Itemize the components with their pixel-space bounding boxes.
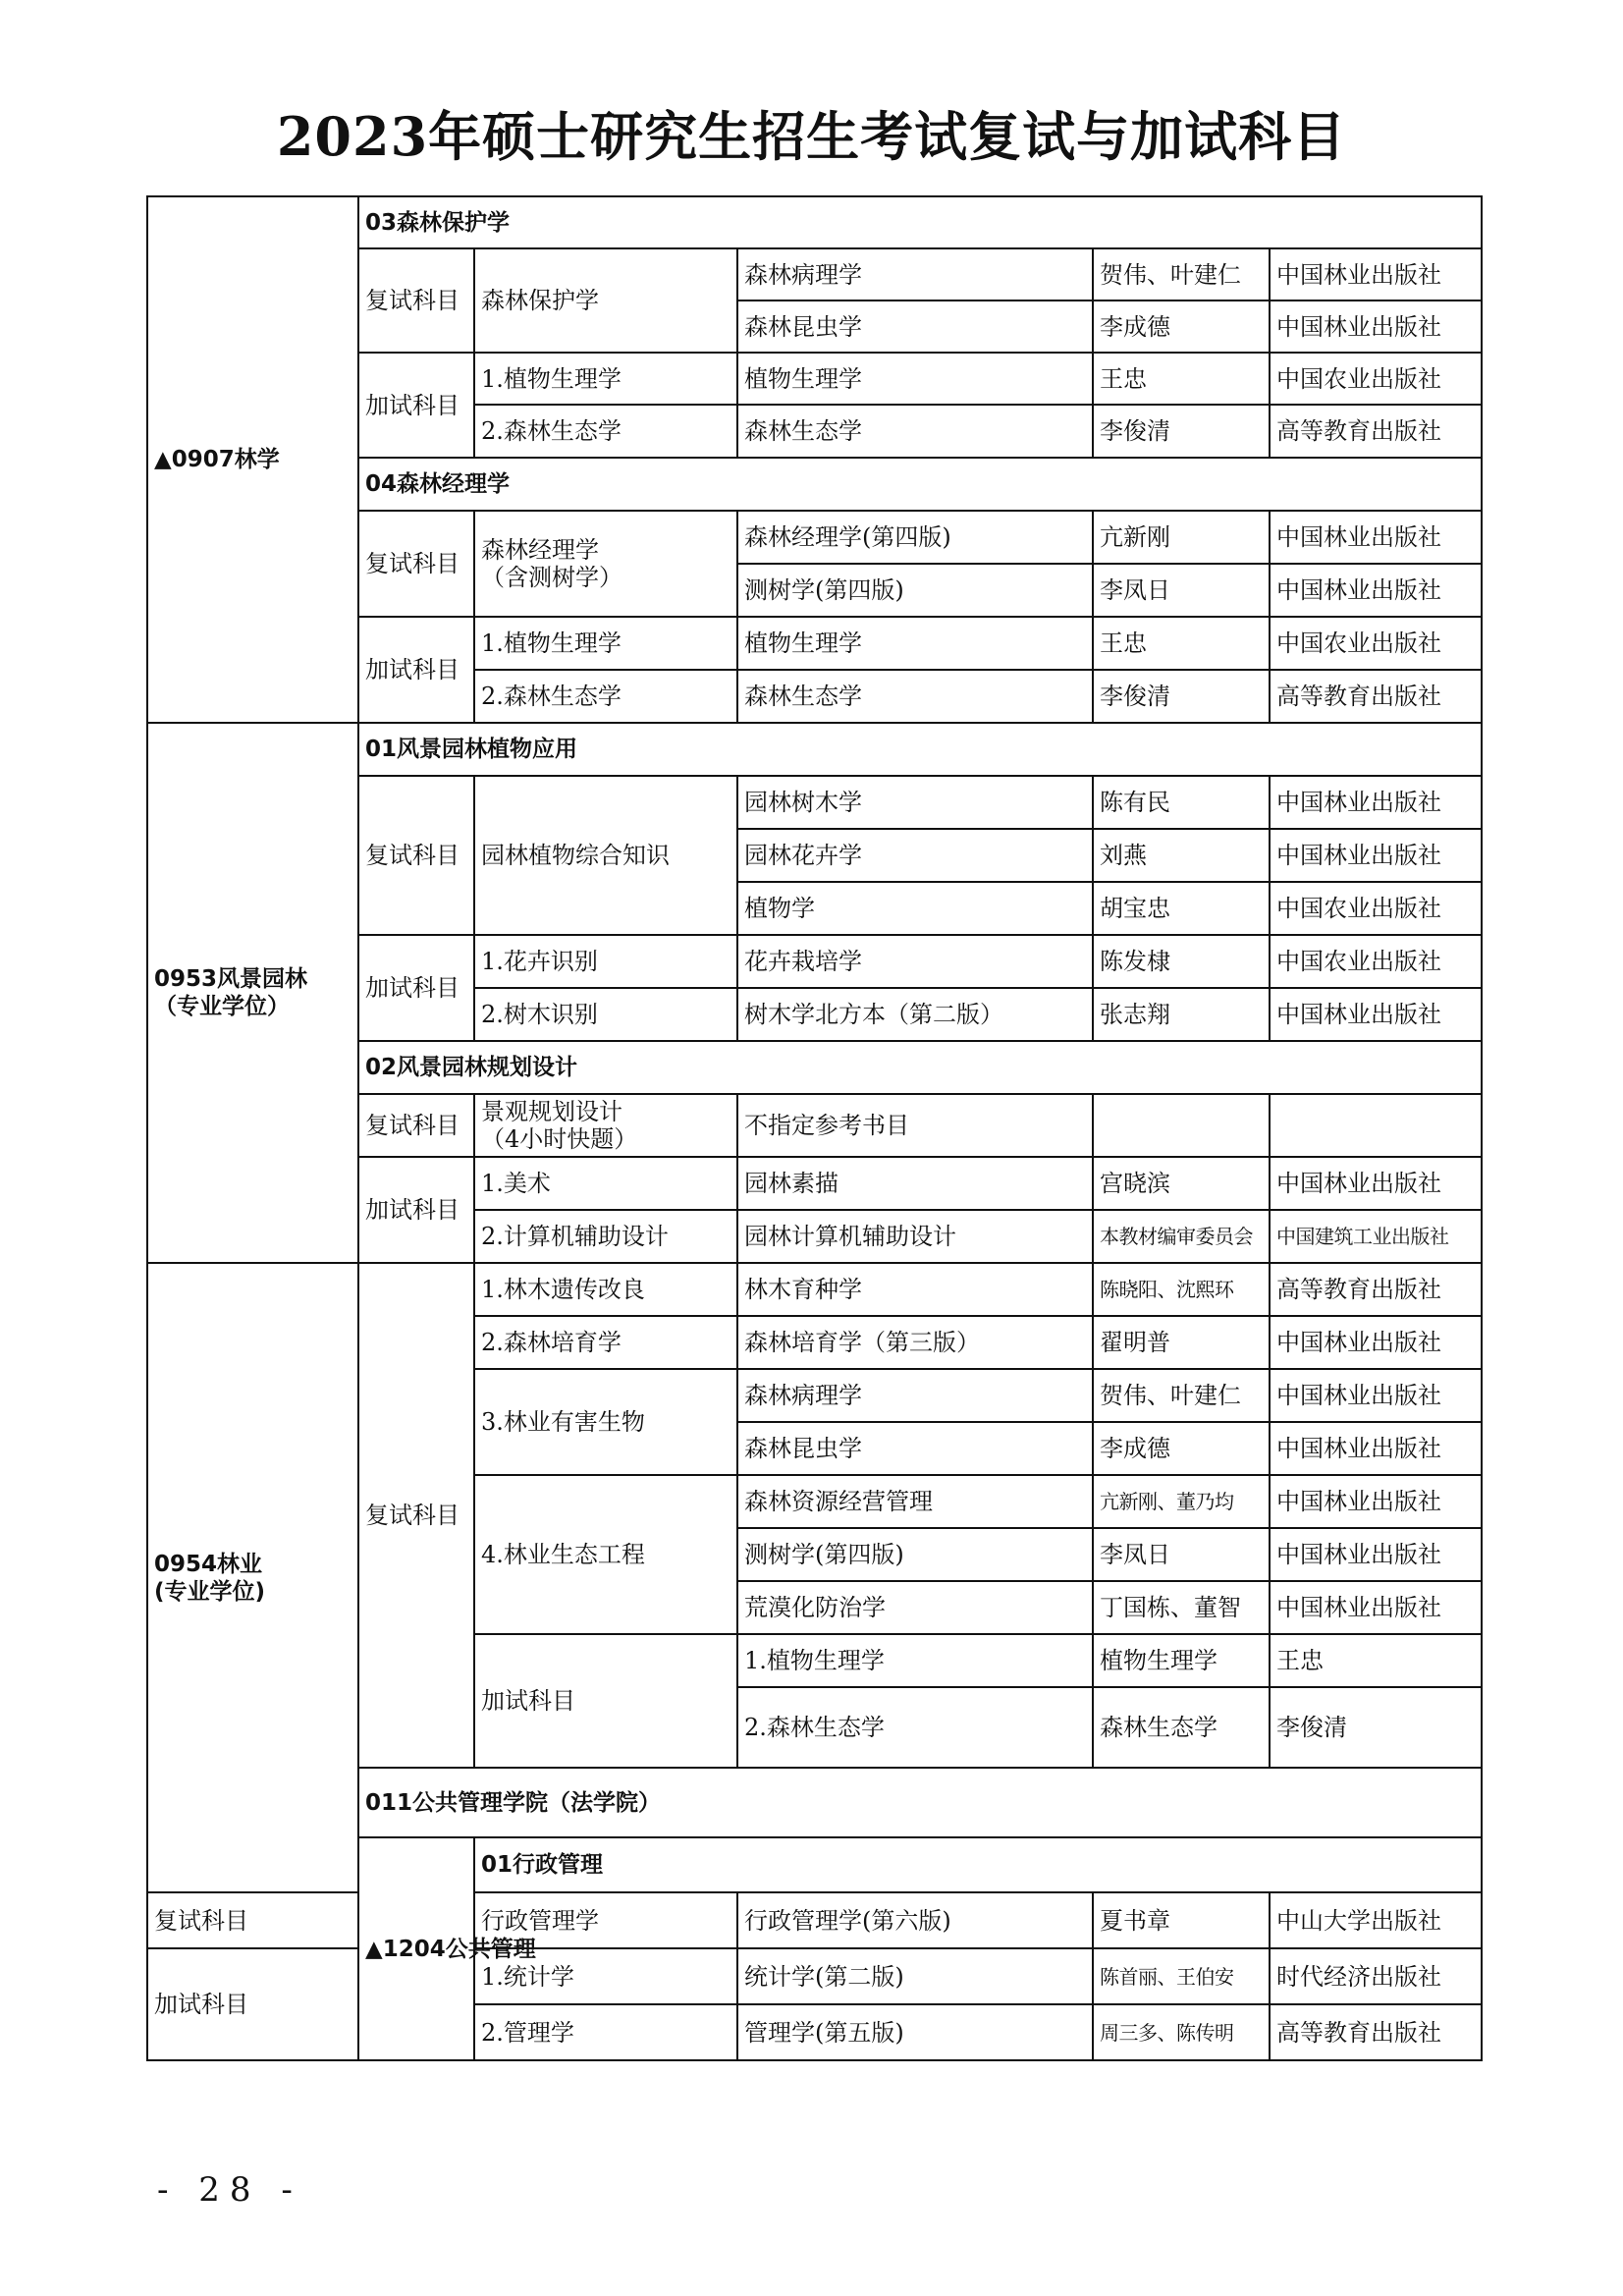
direction-title: 04森林经理学 xyxy=(358,458,1482,511)
book-author: 王忠 xyxy=(1093,617,1270,670)
page-title: 2023年硕士研究生招生考试复试与加试科目 xyxy=(276,105,1347,168)
book-publisher: 中国农业出版社 xyxy=(1270,882,1482,935)
retest-subject xyxy=(474,511,737,617)
book-publisher: 中国林业出版社 xyxy=(1270,988,1482,1041)
book-publisher xyxy=(1270,1094,1482,1157)
book-title: 行政管理学(第六版) xyxy=(737,1892,1093,1948)
book-author: 贺伟、叶建仁 xyxy=(1093,248,1270,301)
book-publisher: 高等教育出版社 xyxy=(1270,1263,1482,1316)
book-title: 园林素描 xyxy=(737,1157,1093,1210)
book-title: 森林生态学 xyxy=(737,405,1093,458)
book-author: 胡宝忠 xyxy=(1093,882,1270,935)
book-author: 宫晓滨 xyxy=(1093,1157,1270,1210)
book-author: 张志翔 xyxy=(1093,988,1270,1041)
book-title: 园林计算机辅助设计 xyxy=(737,1210,1093,1263)
extra-subject: 2.森林生态学 xyxy=(737,1687,1093,1768)
book-title: 森林病理学 xyxy=(737,1369,1093,1422)
extra-label: 加试科目 xyxy=(358,353,474,458)
book-publisher: 高等教育出版社 xyxy=(1270,670,1482,723)
book-publisher: 中国林业出版社 xyxy=(1270,564,1482,617)
book-publisher: 中国农业出版社 xyxy=(1270,353,1482,405)
book-author: 王忠 xyxy=(1093,353,1270,405)
table-row xyxy=(147,1263,1482,1316)
book-publisher: 中国林业出版社 xyxy=(1270,1422,1482,1475)
direction-title: 03森林保护学 xyxy=(358,196,1482,248)
retest-subject: 3.林业有害生物 xyxy=(474,1369,737,1475)
extra-subject: 1.植物生理学 xyxy=(474,617,737,670)
book-author: 李俊清 xyxy=(1093,670,1270,723)
book-title: 管理学(第五版) xyxy=(737,2004,1093,2060)
exam-subjects-table xyxy=(146,195,1483,2061)
book-title: 森林经理学(第四版) xyxy=(737,511,1093,564)
book-publisher: 中国农业出版社 xyxy=(1270,617,1482,670)
book-publisher: 时代经济出版社 xyxy=(1270,1948,1482,2004)
book-title: 森林昆虫学 xyxy=(737,1422,1093,1475)
program-name-line: (专业学位) xyxy=(154,1578,266,1605)
book-author: 周三多、陈传明 xyxy=(1093,2004,1270,2060)
book-author: 李俊清 xyxy=(1270,1687,1482,1768)
retest-label: 复试科目 xyxy=(358,248,474,353)
page-number: - 28 - xyxy=(157,2170,302,2210)
direction-title: 02风景园林规划设计 xyxy=(358,1041,1482,1094)
book-title: 林木育种学 xyxy=(737,1263,1093,1316)
extra-label: 加试科目 xyxy=(358,1157,474,1263)
book-publisher: 中国林业出版社 xyxy=(1270,1316,1482,1369)
book-author: 亢新刚、董乃均 xyxy=(1093,1475,1270,1528)
extra-subject: 2.树木识别 xyxy=(474,988,737,1041)
book-title: 森林生态学 xyxy=(1093,1687,1270,1768)
book-author: 陈有民 xyxy=(1093,776,1270,829)
book-title: 统计学(第二版) xyxy=(737,1948,1093,2004)
extra-subject: 1.植物生理学 xyxy=(737,1634,1093,1687)
table-row xyxy=(147,1892,1482,1948)
book-title: 测树学(第四版) xyxy=(737,1528,1093,1581)
retest-subject: 园林植物综合知识 xyxy=(474,776,737,935)
extra-label: 加试科目 xyxy=(147,1948,358,2060)
book-author: 陈发棣 xyxy=(1093,935,1270,988)
program-name: 0953风景园林（专业学位） xyxy=(147,723,358,1263)
book-author: 李凤日 xyxy=(1093,564,1270,617)
program-name xyxy=(147,1263,358,1892)
book-publisher: 中国农业出版社 xyxy=(1270,935,1482,988)
retest-label: 复试科目 xyxy=(358,1094,474,1157)
retest-subject: 森林保护学 xyxy=(474,248,737,353)
extra-label: 加试科目 xyxy=(358,617,474,723)
direction-title: 01行政管理 xyxy=(474,1837,1482,1892)
college-title: 011公共管理学院（法学院） xyxy=(358,1768,1482,1837)
extra-subject: 2.计算机辅助设计 xyxy=(474,1210,737,1263)
book-publisher: 高等教育出版社 xyxy=(1270,2004,1482,2060)
retest-subject-line: （4小时快题） xyxy=(481,1125,638,1153)
book-publisher: 中国林业出版社 xyxy=(1270,1475,1482,1528)
book-publisher: 中国林业出版社 xyxy=(1270,1528,1482,1581)
book-publisher: 中国林业出版社 xyxy=(1270,248,1482,301)
book-title: 植物生理学 xyxy=(737,617,1093,670)
retest-subject: 1.林木遗传改良 xyxy=(474,1263,737,1316)
book-title: 植物学 xyxy=(737,882,1093,935)
book-author: 李成德 xyxy=(1093,1422,1270,1475)
retest-label: 复试科目 xyxy=(358,1263,474,1768)
extra-subject: 2.森林生态学 xyxy=(474,405,737,458)
retest-subject: 2.森林培育学 xyxy=(474,1316,737,1369)
book-publisher: 中国林业出版社 xyxy=(1270,301,1482,353)
table-row xyxy=(147,196,1482,248)
book-author: 刘燕 xyxy=(1093,829,1270,882)
direction-title: 01风景园林植物应用 xyxy=(358,723,1482,776)
book-author: 陈晓阳、沈熙环 xyxy=(1093,1263,1270,1316)
book-author: 李成德 xyxy=(1093,301,1270,353)
book-publisher: 中国林业出版社 xyxy=(1270,776,1482,829)
book-title: 森林病理学 xyxy=(737,248,1093,301)
book-title: 花卉栽培学 xyxy=(737,935,1093,988)
extra-label: 加试科目 xyxy=(474,1634,737,1768)
retest-subject-line: 景观规划设计 xyxy=(481,1098,622,1125)
book-title: 园林花卉学 xyxy=(737,829,1093,882)
book-author: 陈首丽、王伯安 xyxy=(1093,1948,1270,2004)
program-name: ▲1204公共管理 xyxy=(358,1837,474,2060)
retest-subject-line: （含测树学） xyxy=(481,564,622,591)
book-publisher: 中国林业出版社 xyxy=(1270,829,1482,882)
book-publisher: 中国林业出版社 xyxy=(1270,511,1482,564)
book-author: 丁国栋、董智 xyxy=(1093,1581,1270,1634)
table-row xyxy=(147,1948,1482,2004)
book-title: 荒漠化防治学 xyxy=(737,1581,1093,1634)
book-title: 森林资源经营管理 xyxy=(737,1475,1093,1528)
book-title: 不指定参考书目 xyxy=(737,1094,1093,1157)
book-publisher: 中国林业出版社 xyxy=(1270,1369,1482,1422)
retest-subject: 行政管理学 xyxy=(474,1892,737,1948)
book-title: 森林昆虫学 xyxy=(737,301,1093,353)
book-author xyxy=(1093,1094,1270,1157)
book-title: 园林树木学 xyxy=(737,776,1093,829)
book-author: 本教材编审委员会 xyxy=(1093,1210,1270,1263)
book-title: 植物生理学 xyxy=(1093,1634,1270,1687)
book-title: 森林生态学 xyxy=(737,670,1093,723)
retest-subject: 4.林业生态工程 xyxy=(474,1475,737,1634)
book-title: 植物生理学 xyxy=(737,353,1093,405)
retest-label: 复试科目 xyxy=(358,511,474,617)
book-author: 李凤日 xyxy=(1093,1528,1270,1581)
extra-subject: 2.森林生态学 xyxy=(474,670,737,723)
book-publisher: 中山大学出版社 xyxy=(1270,1892,1482,1948)
extra-subject: 1.花卉识别 xyxy=(474,935,737,988)
book-publisher: 中国林业出版社 xyxy=(1270,1581,1482,1634)
program-name: ▲0907林学 xyxy=(147,196,358,723)
extra-subject: 2.管理学 xyxy=(474,2004,737,2060)
book-author: 李俊清 xyxy=(1093,405,1270,458)
book-publisher: 高等教育出版社 xyxy=(1270,405,1482,458)
retest-label: 复试科目 xyxy=(358,776,474,935)
book-author: 贺伟、叶建仁 xyxy=(1093,1369,1270,1422)
extra-label: 加试科目 xyxy=(358,935,474,1041)
book-author: 翟明普 xyxy=(1093,1316,1270,1369)
book-publisher: 中国建筑工业出版社 xyxy=(1270,1210,1482,1263)
extra-subject: 1.统计学 xyxy=(474,1948,737,2004)
book-title: 森林培育学（第三版） xyxy=(737,1316,1093,1369)
book-author: 亢新刚 xyxy=(1093,511,1270,564)
retest-label: 复试科目 xyxy=(147,1892,358,1948)
book-author: 王忠 xyxy=(1270,1634,1482,1687)
book-title: 测树学(第四版) xyxy=(737,564,1093,617)
book-title: 树木学北方本（第二版） xyxy=(737,988,1093,1041)
extra-subject: 1.美术 xyxy=(474,1157,737,1210)
book-author: 夏书章 xyxy=(1093,1892,1270,1948)
retest-subject xyxy=(474,1094,737,1157)
extra-subject: 1.植物生理学 xyxy=(474,353,737,405)
retest-subject-line: 森林经理学 xyxy=(481,536,599,564)
book-publisher: 中国林业出版社 xyxy=(1270,1157,1482,1210)
program-name-line: 0954林业 xyxy=(154,1551,263,1577)
table-row xyxy=(147,723,1482,776)
